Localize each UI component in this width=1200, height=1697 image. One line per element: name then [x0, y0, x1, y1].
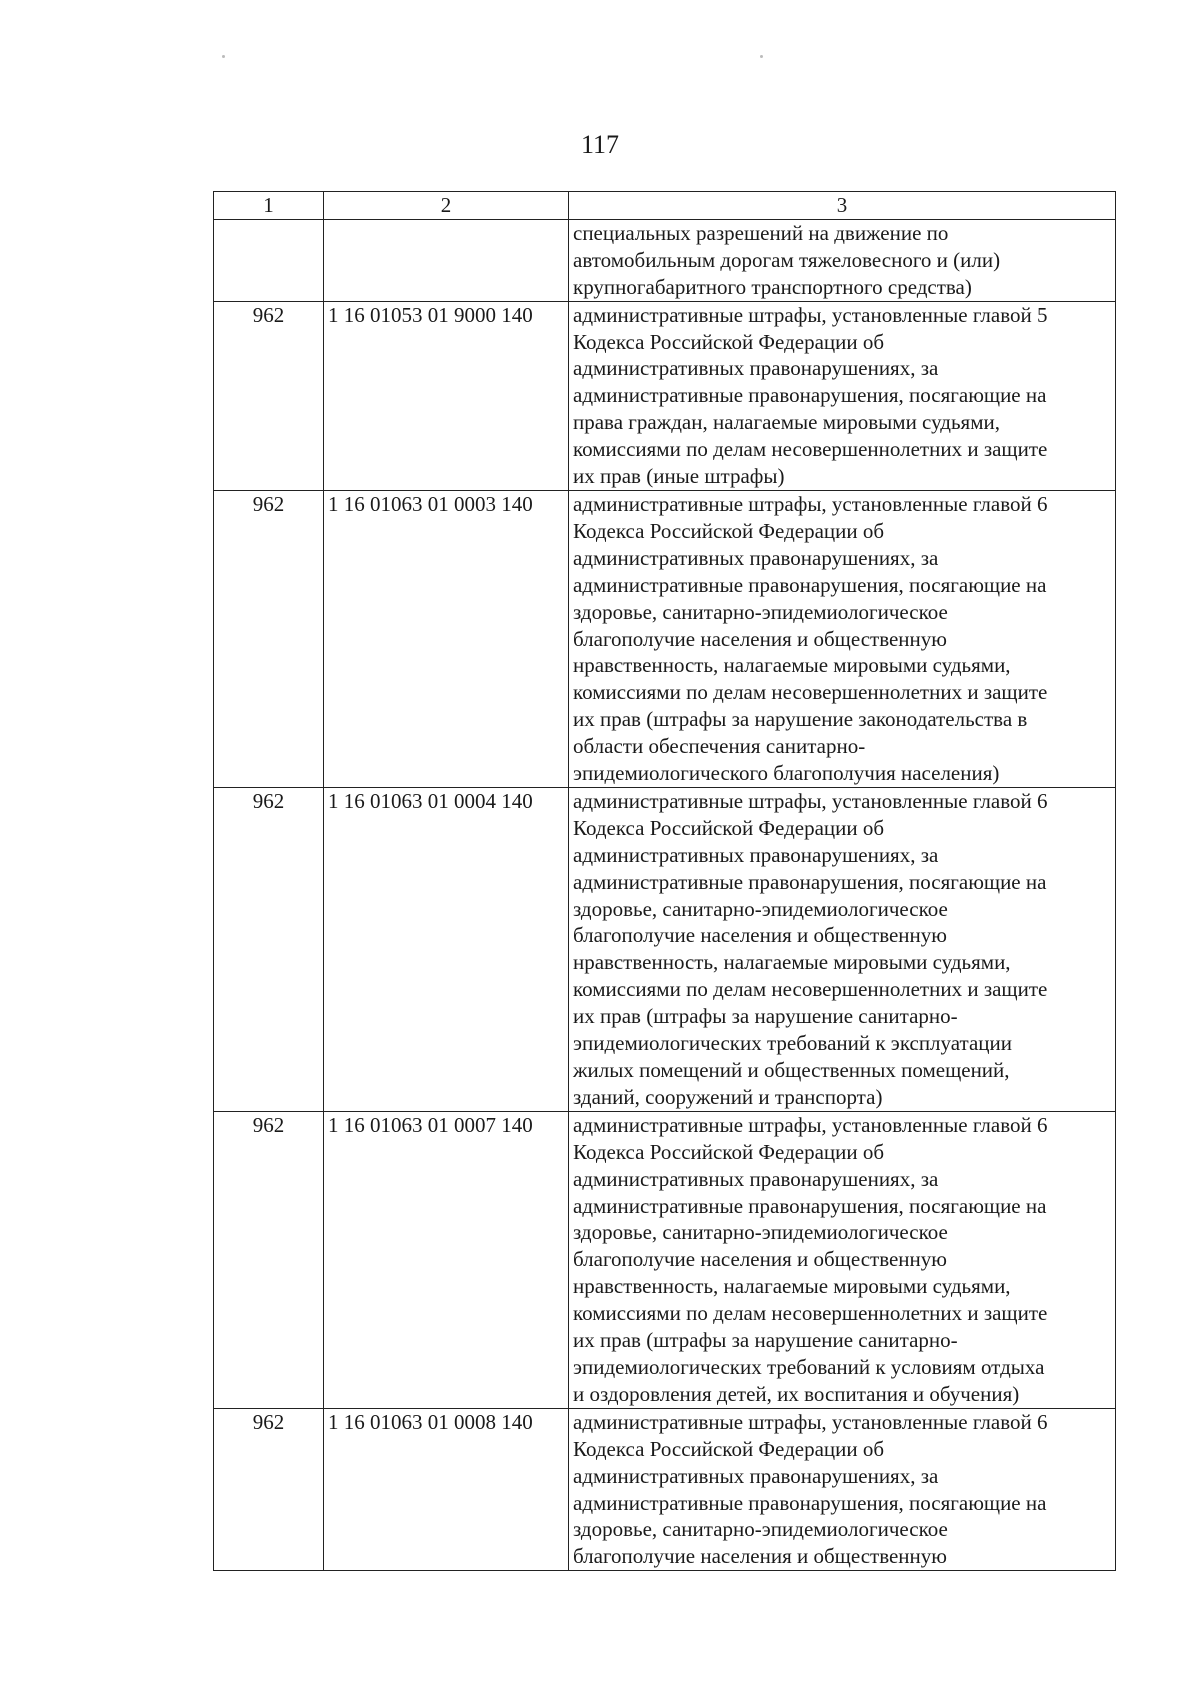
scan-speck	[222, 55, 225, 58]
admin-code-cell: 962	[214, 490, 324, 787]
description-line: нравственность, налагаемые мировыми судьями,	[573, 653, 1011, 678]
admin-code-cell: 962	[214, 787, 324, 1111]
description-line: эпидемиологических требований к эксплуатации	[573, 1031, 1013, 1056]
budget-codes-table	[213, 191, 1116, 1571]
column-header: 3	[569, 192, 1116, 220]
table-header-row	[214, 192, 1116, 220]
description-line: административные правонарушения, посягающие на	[573, 383, 1047, 408]
description-line: комиссиями по делам несовершеннолетних и защите	[573, 977, 1048, 1002]
budget-code-cell: 1 16 01063 01 0007 140	[324, 1111, 569, 1408]
column-header: 2	[324, 192, 569, 220]
description-line: здоровье, санитарно-эпидемиологическое	[573, 896, 948, 921]
description-line: административных правонарушениях, за	[573, 356, 939, 381]
table-row	[214, 1111, 1116, 1408]
description-line: административные штрафы, установленные главой 6	[573, 1409, 1048, 1434]
description-line: административные штрафы, установленные главой 5	[573, 302, 1048, 327]
description-line: эпидемиологического благополучия населения)	[573, 761, 1000, 786]
description-line: благополучие населения и общественную	[573, 626, 947, 651]
description-cell	[569, 787, 1116, 1111]
admin-code-cell: 962	[214, 301, 324, 490]
table-row	[214, 490, 1116, 787]
description-line: Кодекса Российской Федерации об	[573, 1139, 885, 1164]
description-line: Кодекса Российской Федерации об	[573, 1436, 885, 1461]
column-header: 1	[214, 192, 324, 220]
budget-code-cell: 1 16 01053 01 9000 140	[324, 301, 569, 490]
description-line: здоровье, санитарно-эпидемиологическое	[573, 599, 948, 624]
admin-code-cell	[214, 219, 324, 301]
scan-speck	[760, 55, 763, 58]
admin-code-cell: 962	[214, 1111, 324, 1408]
description-line: Кодекса Российской Федерации об	[573, 329, 885, 354]
description-cell	[569, 1111, 1116, 1408]
description-cell	[569, 301, 1116, 490]
description-line: Кодекса Российской Федерации об	[573, 518, 885, 543]
description-cell	[569, 490, 1116, 787]
description-line: крупногабаритного транспортного средства)	[573, 274, 972, 299]
description-line: административных правонарушениях, за	[573, 842, 939, 867]
table-row	[214, 787, 1116, 1111]
description-line: административные штрафы, установленные главой 6	[573, 1112, 1048, 1137]
description-cell	[569, 1408, 1116, 1570]
description-line: благополучие населения и общественную	[573, 923, 947, 948]
description-line: эпидемиологических требований к условиям отдыха	[573, 1354, 1045, 1379]
description-line: нравственность, налагаемые мировыми судьями,	[573, 950, 1011, 975]
description-line: комиссиями по делам несовершеннолетних и защите	[573, 437, 1048, 462]
description-line: комиссиями по делам несовершеннолетних и защите	[573, 680, 1048, 705]
description-line: здоровье, санитарно-эпидемиологическое	[573, 1220, 948, 1245]
description-cell	[569, 219, 1116, 301]
description-line: административные штрафы, установленные главой 6	[573, 788, 1048, 813]
description-line: административные правонарушения, посягающие на	[573, 1193, 1047, 1218]
budget-code-cell: 1 16 01063 01 0008 140	[324, 1408, 569, 1570]
description-line: их прав (штрафы за нарушение санитарно-	[573, 1004, 958, 1029]
budget-code-cell: 1 16 01063 01 0003 140	[324, 490, 569, 787]
admin-code-cell: 962	[214, 1408, 324, 1570]
description-line: нравственность, налагаемые мировыми судьями,	[573, 1274, 1011, 1299]
table-row	[214, 219, 1116, 301]
description-line: административных правонарушениях, за	[573, 545, 939, 570]
budget-code-cell	[324, 219, 569, 301]
description-line: права граждан, налагаемые мировыми судьями,	[573, 410, 1000, 435]
description-line: административные правонарушения, посягающие на	[573, 869, 1047, 894]
description-line: области обеспечения санитарно-	[573, 734, 866, 759]
description-line: Кодекса Российской Федерации об	[573, 815, 885, 840]
table-body	[214, 219, 1116, 1570]
description-line: их прав (иные штрафы)	[573, 464, 785, 489]
budget-code-cell: 1 16 01063 01 0004 140	[324, 787, 569, 1111]
description-line: зданий, сооружений и транспорта)	[573, 1084, 883, 1109]
description-line: и оздоровления детей, их воспитания и обучения)	[573, 1381, 1020, 1406]
description-line: специальных разрешений на движение по	[573, 220, 949, 245]
description-line: здоровье, санитарно-эпидемиологическое	[573, 1517, 948, 1542]
description-line: административные правонарушения, посягающие на	[573, 1490, 1047, 1515]
description-line: комиссиями по делам несовершеннолетних и защите	[573, 1301, 1048, 1326]
page-number: 117	[580, 130, 620, 159]
description-line: жилых помещений и общественных помещений,	[573, 1058, 1010, 1082]
description-line: административные штрафы, установленные главой 6	[573, 491, 1048, 516]
description-line: административные правонарушения, посягающие на	[573, 572, 1047, 597]
description-line: автомобильным дорогам тяжеловесного и (или)	[573, 247, 1001, 272]
description-line: административных правонарушениях, за	[573, 1463, 939, 1488]
table-row	[214, 1408, 1116, 1570]
description-line: их прав (штрафы за нарушение санитарно-	[573, 1328, 958, 1353]
description-line: административных правонарушениях, за	[573, 1166, 939, 1191]
table-row	[214, 301, 1116, 490]
description-line: благополучие населения и общественную	[573, 1247, 947, 1272]
description-line: их прав (штрафы за нарушение законодательства в	[573, 707, 1028, 732]
description-line: благополучие населения и общественную	[573, 1544, 947, 1569]
